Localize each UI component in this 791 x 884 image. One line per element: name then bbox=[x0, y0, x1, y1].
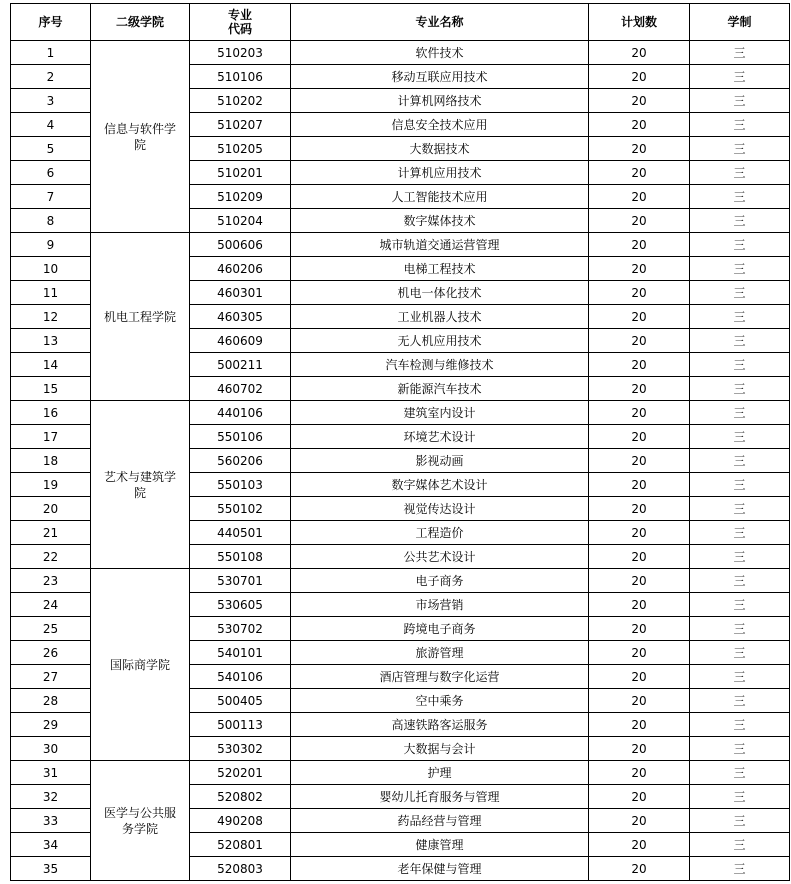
cell-code: 550106 bbox=[190, 425, 291, 449]
cell-duration: 三 bbox=[690, 257, 790, 281]
cell-code: 520803 bbox=[190, 857, 291, 881]
cell-code: 510209 bbox=[190, 185, 291, 209]
cell-plan: 20 bbox=[589, 65, 690, 89]
cell-index: 15 bbox=[11, 377, 91, 401]
cell-major: 无人机应用技术 bbox=[291, 329, 589, 353]
cell-index: 4 bbox=[11, 113, 91, 137]
cell-duration: 三 bbox=[690, 113, 790, 137]
header-plan: 计划数 bbox=[589, 4, 690, 41]
cell-duration: 三 bbox=[690, 785, 790, 809]
cell-code: 510204 bbox=[190, 209, 291, 233]
cell-major: 计算机网络技术 bbox=[291, 89, 589, 113]
cell-plan: 20 bbox=[589, 617, 690, 641]
cell-index: 9 bbox=[11, 233, 91, 257]
cell-code: 520201 bbox=[190, 761, 291, 785]
cell-duration: 三 bbox=[690, 761, 790, 785]
cell-code: 510201 bbox=[190, 161, 291, 185]
table-row bbox=[11, 41, 790, 65]
cell-plan: 20 bbox=[589, 737, 690, 761]
cell-major: 公共艺术设计 bbox=[291, 545, 589, 569]
cell-plan: 20 bbox=[589, 785, 690, 809]
cell-major: 移动互联应用技术 bbox=[291, 65, 589, 89]
cell-major: 市场营销 bbox=[291, 593, 589, 617]
cell-plan: 20 bbox=[589, 377, 690, 401]
cell-plan: 20 bbox=[589, 401, 690, 425]
cell-major: 健康管理 bbox=[291, 833, 589, 857]
cell-index: 22 bbox=[11, 545, 91, 569]
cell-plan: 20 bbox=[589, 425, 690, 449]
cell-major: 环境艺术设计 bbox=[291, 425, 589, 449]
header-major: 专业名称 bbox=[291, 4, 589, 41]
cell-code: 510203 bbox=[190, 41, 291, 65]
cell-code: 460702 bbox=[190, 377, 291, 401]
header-college: 二级学院 bbox=[91, 4, 190, 41]
cell-major: 护理 bbox=[291, 761, 589, 785]
cell-major: 视觉传达设计 bbox=[291, 497, 589, 521]
cell-code: 530302 bbox=[190, 737, 291, 761]
header-code-line1: 专业 bbox=[227, 8, 252, 22]
cell-code: 460609 bbox=[190, 329, 291, 353]
cell-duration: 三 bbox=[690, 665, 790, 689]
table-body bbox=[11, 41, 790, 881]
cell-duration: 三 bbox=[690, 521, 790, 545]
cell-plan: 20 bbox=[589, 41, 690, 65]
cell-plan: 20 bbox=[589, 497, 690, 521]
cell-duration: 三 bbox=[690, 281, 790, 305]
cell-index: 29 bbox=[11, 713, 91, 737]
cell-major: 信息安全技术应用 bbox=[291, 113, 589, 137]
cell-index: 5 bbox=[11, 137, 91, 161]
cell-duration: 三 bbox=[690, 137, 790, 161]
cell-major: 软件技术 bbox=[291, 41, 589, 65]
cell-duration: 三 bbox=[690, 569, 790, 593]
cell-major: 药品经营与管理 bbox=[291, 809, 589, 833]
cell-duration: 三 bbox=[690, 353, 790, 377]
cell-code: 510205 bbox=[190, 137, 291, 161]
cell-code: 540106 bbox=[190, 665, 291, 689]
cell-index: 17 bbox=[11, 425, 91, 449]
cell-major: 酒店管理与数字化运营 bbox=[291, 665, 589, 689]
enrollment-table bbox=[10, 3, 790, 881]
cell-plan: 20 bbox=[589, 521, 690, 545]
cell-code: 550102 bbox=[190, 497, 291, 521]
header-code-line2: 代码 bbox=[227, 22, 252, 36]
cell-major: 电子商务 bbox=[291, 569, 589, 593]
cell-duration: 三 bbox=[690, 65, 790, 89]
cell-plan: 20 bbox=[589, 305, 690, 329]
cell-code: 500113 bbox=[190, 713, 291, 737]
cell-major: 城市轨道交通运营管理 bbox=[291, 233, 589, 257]
table-row bbox=[11, 569, 790, 593]
cell-duration: 三 bbox=[690, 377, 790, 401]
cell-code: 550108 bbox=[190, 545, 291, 569]
cell-plan: 20 bbox=[589, 569, 690, 593]
cell-plan: 20 bbox=[589, 281, 690, 305]
header-duration: 学制 bbox=[690, 4, 790, 41]
cell-code: 500606 bbox=[190, 233, 291, 257]
cell-major: 人工智能技术应用 bbox=[291, 185, 589, 209]
table-row bbox=[11, 401, 790, 425]
cell-duration: 三 bbox=[690, 857, 790, 881]
cell-index: 1 bbox=[11, 41, 91, 65]
cell-duration: 三 bbox=[690, 833, 790, 857]
cell-code: 530702 bbox=[190, 617, 291, 641]
header-index: 序号 bbox=[11, 4, 91, 41]
cell-duration: 三 bbox=[690, 401, 790, 425]
cell-duration: 三 bbox=[690, 689, 790, 713]
cell-code: 520801 bbox=[190, 833, 291, 857]
cell-code: 520802 bbox=[190, 785, 291, 809]
cell-duration: 三 bbox=[690, 89, 790, 113]
cell-major: 工程造价 bbox=[291, 521, 589, 545]
cell-code: 440501 bbox=[190, 521, 291, 545]
cell-code: 500211 bbox=[190, 353, 291, 377]
cell-major: 跨境电子商务 bbox=[291, 617, 589, 641]
cell-code: 440106 bbox=[190, 401, 291, 425]
cell-index: 32 bbox=[11, 785, 91, 809]
cell-code: 560206 bbox=[190, 449, 291, 473]
cell-plan: 20 bbox=[589, 665, 690, 689]
cell-major: 汽车检测与维修技术 bbox=[291, 353, 589, 377]
cell-duration: 三 bbox=[690, 737, 790, 761]
cell-index: 6 bbox=[11, 161, 91, 185]
cell-plan: 20 bbox=[589, 809, 690, 833]
cell-code: 460206 bbox=[190, 257, 291, 281]
cell-major: 工业机器人技术 bbox=[291, 305, 589, 329]
cell-index: 2 bbox=[11, 65, 91, 89]
cell-index: 11 bbox=[11, 281, 91, 305]
cell-plan: 20 bbox=[589, 857, 690, 881]
cell-index: 28 bbox=[11, 689, 91, 713]
cell-plan: 20 bbox=[589, 593, 690, 617]
cell-major: 大数据技术 bbox=[291, 137, 589, 161]
cell-index: 24 bbox=[11, 593, 91, 617]
cell-major: 空中乘务 bbox=[291, 689, 589, 713]
cell-index: 20 bbox=[11, 497, 91, 521]
cell-index: 21 bbox=[11, 521, 91, 545]
cell-plan: 20 bbox=[589, 449, 690, 473]
cell-duration: 三 bbox=[690, 41, 790, 65]
cell-index: 19 bbox=[11, 473, 91, 497]
cell-plan: 20 bbox=[589, 137, 690, 161]
cell-plan: 20 bbox=[589, 233, 690, 257]
cell-duration: 三 bbox=[690, 593, 790, 617]
cell-major: 旅游管理 bbox=[291, 641, 589, 665]
cell-code: 540101 bbox=[190, 641, 291, 665]
cell-code: 530701 bbox=[190, 569, 291, 593]
cell-duration: 三 bbox=[690, 233, 790, 257]
cell-index: 3 bbox=[11, 89, 91, 113]
cell-index: 18 bbox=[11, 449, 91, 473]
cell-duration: 三 bbox=[690, 209, 790, 233]
cell-college: 艺术与建筑学院 bbox=[91, 401, 190, 569]
cell-major: 婴幼儿托育服务与管理 bbox=[291, 785, 589, 809]
cell-duration: 三 bbox=[690, 305, 790, 329]
cell-plan: 20 bbox=[589, 713, 690, 737]
cell-index: 14 bbox=[11, 353, 91, 377]
cell-plan: 20 bbox=[589, 185, 690, 209]
cell-index: 31 bbox=[11, 761, 91, 785]
cell-college: 医学与公共服务学院 bbox=[91, 761, 190, 881]
cell-index: 27 bbox=[11, 665, 91, 689]
cell-major: 新能源汽车技术 bbox=[291, 377, 589, 401]
cell-duration: 三 bbox=[690, 329, 790, 353]
cell-index: 35 bbox=[11, 857, 91, 881]
cell-plan: 20 bbox=[589, 353, 690, 377]
cell-duration: 三 bbox=[690, 617, 790, 641]
cell-code: 510207 bbox=[190, 113, 291, 137]
cell-college: 信息与软件学院 bbox=[91, 41, 190, 233]
cell-index: 25 bbox=[11, 617, 91, 641]
cell-major: 影视动画 bbox=[291, 449, 589, 473]
cell-plan: 20 bbox=[589, 257, 690, 281]
cell-code: 550103 bbox=[190, 473, 291, 497]
header-row bbox=[11, 4, 790, 41]
cell-index: 7 bbox=[11, 185, 91, 209]
cell-plan: 20 bbox=[589, 833, 690, 857]
cell-code: 510202 bbox=[190, 89, 291, 113]
cell-index: 26 bbox=[11, 641, 91, 665]
cell-major: 计算机应用技术 bbox=[291, 161, 589, 185]
cell-duration: 三 bbox=[690, 425, 790, 449]
cell-code: 490208 bbox=[190, 809, 291, 833]
cell-plan: 20 bbox=[589, 689, 690, 713]
cell-plan: 20 bbox=[589, 545, 690, 569]
cell-plan: 20 bbox=[589, 113, 690, 137]
cell-duration: 三 bbox=[690, 449, 790, 473]
cell-index: 10 bbox=[11, 257, 91, 281]
cell-duration: 三 bbox=[690, 545, 790, 569]
cell-index: 16 bbox=[11, 401, 91, 425]
cell-college: 机电工程学院 bbox=[91, 233, 190, 401]
cell-major: 数字媒体技术 bbox=[291, 209, 589, 233]
cell-plan: 20 bbox=[589, 89, 690, 113]
cell-major: 老年保健与管理 bbox=[291, 857, 589, 881]
cell-index: 34 bbox=[11, 833, 91, 857]
cell-plan: 20 bbox=[589, 209, 690, 233]
cell-major: 数字媒体艺术设计 bbox=[291, 473, 589, 497]
cell-code: 510106 bbox=[190, 65, 291, 89]
table-row bbox=[11, 233, 790, 257]
cell-plan: 20 bbox=[589, 473, 690, 497]
cell-duration: 三 bbox=[690, 473, 790, 497]
cell-plan: 20 bbox=[589, 161, 690, 185]
cell-code: 530605 bbox=[190, 593, 291, 617]
cell-index: 13 bbox=[11, 329, 91, 353]
cell-duration: 三 bbox=[690, 185, 790, 209]
cell-code: 500405 bbox=[190, 689, 291, 713]
cell-plan: 20 bbox=[589, 329, 690, 353]
cell-code: 460301 bbox=[190, 281, 291, 305]
cell-index: 33 bbox=[11, 809, 91, 833]
cell-major: 大数据与会计 bbox=[291, 737, 589, 761]
header-code bbox=[190, 4, 291, 41]
cell-college: 国际商学院 bbox=[91, 569, 190, 761]
cell-duration: 三 bbox=[690, 161, 790, 185]
cell-major: 电梯工程技术 bbox=[291, 257, 589, 281]
cell-index: 8 bbox=[11, 209, 91, 233]
table-row bbox=[11, 761, 790, 785]
cell-major: 建筑室内设计 bbox=[291, 401, 589, 425]
cell-plan: 20 bbox=[589, 641, 690, 665]
cell-duration: 三 bbox=[690, 713, 790, 737]
cell-index: 30 bbox=[11, 737, 91, 761]
cell-plan: 20 bbox=[589, 761, 690, 785]
cell-major: 机电一体化技术 bbox=[291, 281, 589, 305]
cell-duration: 三 bbox=[690, 497, 790, 521]
cell-major: 高速铁路客运服务 bbox=[291, 713, 589, 737]
cell-index: 23 bbox=[11, 569, 91, 593]
cell-duration: 三 bbox=[690, 809, 790, 833]
cell-index: 12 bbox=[11, 305, 91, 329]
cell-code: 460305 bbox=[190, 305, 291, 329]
cell-duration: 三 bbox=[690, 641, 790, 665]
